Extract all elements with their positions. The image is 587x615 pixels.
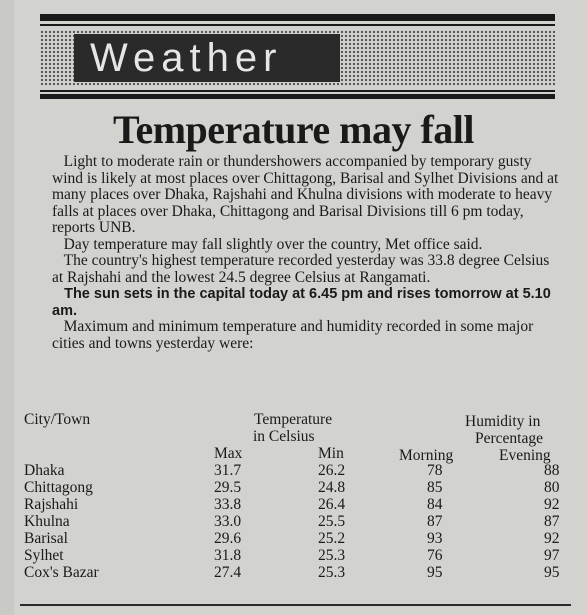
paragraph-highest-lowest-text: The country's highest temperature recorded yesterday was 33.8 degree Celsius at Rajshahi and the lowest 24.5 degree Celsius at Rangamati. <box>52 252 550 286</box>
headline: Temperature may fall <box>112 107 475 152</box>
humidity-header-line1: Humidity in <box>465 413 541 430</box>
paragraph-day-temperature-text: Day temperature may fall slightly over the country, Met office said. <box>63 235 483 253</box>
table-row <box>24 548 569 565</box>
paragraph-forecast <box>52 154 564 237</box>
temperature-header-line2: in Celsius <box>253 428 315 445</box>
table-intro-text: Maximum and minimum temperature and humidity recorded in some major cities and towns yesterday were: <box>52 318 534 352</box>
humidity-morning: 87 <box>427 513 443 530</box>
table-row <box>24 463 569 480</box>
table-row <box>24 531 569 548</box>
paragraph-sun-times <box>52 286 564 319</box>
banner-rule-thick <box>40 94 555 99</box>
city-name: Chittagong <box>24 479 93 496</box>
max-temp: 33.8 <box>214 496 242 513</box>
humidity-morning: 76 <box>427 547 443 564</box>
bottom-rule <box>20 604 571 606</box>
humidity-evening: 95 <box>544 564 560 581</box>
min-temp: 25.5 <box>318 513 346 530</box>
min-temp: 24.8 <box>318 479 346 496</box>
col-city-header: City/Town <box>24 411 91 428</box>
table-row <box>24 514 569 531</box>
city-name: Rajshahi <box>24 496 79 513</box>
city-name: Barisal <box>24 530 68 547</box>
humidity-evening: 80 <box>544 479 560 496</box>
humidity-morning: 84 <box>427 496 443 513</box>
top-rule-thick <box>40 14 555 21</box>
min-temp: 26.4 <box>318 496 346 513</box>
min-temp: 25.2 <box>318 530 346 547</box>
humidity-morning: 85 <box>427 479 443 496</box>
max-temp: 27.4 <box>214 564 242 581</box>
city-name: Dhaka <box>24 462 65 479</box>
humidity-header-line2: Percentage <box>475 430 543 447</box>
humidity-morning: 93 <box>427 530 443 547</box>
table-row <box>24 565 569 582</box>
sun-times-text: The sun sets in the capital today at 6.45 pm and rises tomorrow at 5.10 am. <box>52 286 551 319</box>
paragraph-highest-lowest <box>52 253 564 286</box>
table-row <box>24 480 569 497</box>
col-min-header: Min <box>318 445 344 462</box>
col-evening-header: Evening <box>499 447 551 464</box>
min-temp: 25.3 <box>318 547 346 564</box>
table-row <box>24 497 569 514</box>
temperature-header-line1: Temperature <box>254 411 333 428</box>
humidity-evening: 87 <box>544 513 560 530</box>
article-body <box>52 154 564 352</box>
col-morning-header: Morning <box>399 447 454 464</box>
max-temp: 31.7 <box>214 462 242 479</box>
max-temp: 29.5 <box>214 479 242 496</box>
paragraph-table-intro <box>52 319 564 352</box>
city-name: Sylhet <box>24 547 64 564</box>
top-rule-thin <box>40 24 555 26</box>
max-temp: 33.0 <box>214 513 242 530</box>
humidity-evening: 88 <box>544 462 560 479</box>
humidity-evening: 97 <box>544 547 560 564</box>
city-name: Khulna <box>24 513 70 530</box>
max-temp: 29.6 <box>214 530 242 547</box>
city-name: Cox's Bazar <box>24 564 99 581</box>
humidity-morning: 95 <box>427 564 443 581</box>
min-temp: 26.2 <box>318 462 346 479</box>
humidity-morning: 78 <box>427 462 443 479</box>
section-title: Weather <box>74 34 340 82</box>
min-temp: 25.3 <box>318 564 346 581</box>
paragraph-day-temperature <box>52 237 564 254</box>
humidity-evening: 92 <box>544 496 560 513</box>
banner-rule-thin <box>40 90 555 92</box>
paragraph-forecast-text: Light to moderate rain or thundershowers accompanied by temporary gusty wind is likely at most places over Chittagong, Barisal and Sylhet Divisions and at many places over Dhaka, Rajshahi and Khulna divisions with moderate to heavy falls at places over Dhaka, Chittagong and Barisal Divisions till 6 pm today, reports UNB. <box>52 153 559 236</box>
max-temp: 31.8 <box>214 547 242 564</box>
humidity-evening: 92 <box>544 530 560 547</box>
col-max-header: Max <box>214 445 243 462</box>
